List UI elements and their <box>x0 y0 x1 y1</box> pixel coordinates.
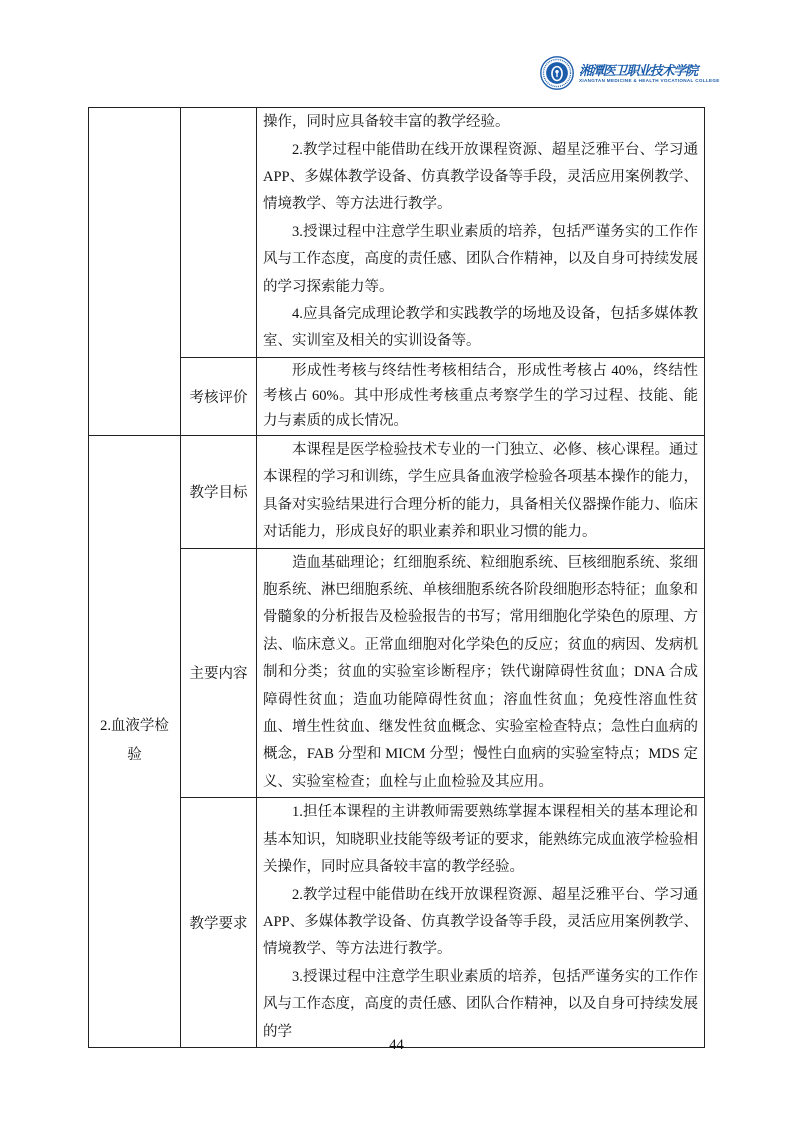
table-row <box>89 108 705 358</box>
college-name-english: XIANGTAN MEDICINE & HEALTH VOCATIONAL COLLEGE <box>579 77 720 83</box>
teaching-requirements-label-cell: 教学要求 <box>181 798 257 1048</box>
teaching-objectives-content-cell <box>257 436 705 549</box>
table-row <box>89 358 705 436</box>
paragraph: 3.授课过程中注意学生职业素质的培养，包括严谨务实的工作作风与工作态度，高度的责任感、团队合作精神，以及自身可持续发展的学 <box>263 968 698 1040</box>
table-row <box>89 798 705 1048</box>
assessment-evaluation-content-cell <box>257 358 705 436</box>
college-emblem-icon <box>540 56 574 90</box>
table-row <box>89 436 705 549</box>
course-label-cell-empty <box>89 108 181 436</box>
paragraph: 2.教学过程中能借助在线开放课程资源、超星泛雅平台、学习通APP、多媒体教学设备、仿真教学设备等手段，灵活应用案例教学、情境教学、等方法进行教学。 <box>263 141 698 213</box>
college-logo <box>540 56 720 90</box>
paragraph: 4.应具备完成理论教学和实践教学的场地及设备，包括多媒体教室、实训室及相关的实训设备等。 <box>263 306 698 350</box>
table-row <box>89 548 705 798</box>
teaching-requirements-continued-cell <box>257 108 705 358</box>
paragraph: 操作，同时应具备较丰富的教学经验。 <box>263 114 510 131</box>
course-label-cell-hematology: 2.血液学检验 <box>89 436 181 1048</box>
paragraph: 形成性考核与终结性考核相结合，形成性考核占 40%，终结性考核占 60%。其中形成性考核重点考察学生的学习过程、技能、能力与素质的成长情况。 <box>263 363 698 429</box>
paragraph: 造血基础理论；红细胞系统、粒细胞系统、巨核细胞系统、浆细胞系统、淋巴细胞系统、单核细胞系统各阶段细胞形态特征；血象和骨髓象的分析报告及检验报告的书写；常用细胞化学染色的原理、方法、临床意义。正常血细胞对化学染色的反应；贫血的病因、发病机制和分类；贫血的实验室诊断程序；铁代谢障碍性贫血；DNA 合成障碍性贫血；造血功能障碍性贫血；溶血性贫血；免疫性溶血性贫血、增生性贫血、继发性贫血概念、实验室检查特点；急性白血病的概念，FAB 分型和 MICM 分型；慢性白血病的实验室特点；MDS 定义、实验室检查；血栓与止血检验及其应用。 <box>263 554 698 790</box>
main-content-content-cell <box>257 548 705 798</box>
assessment-evaluation-label-cell: 考核评价 <box>181 358 257 436</box>
page-number: 44 <box>389 1037 404 1053</box>
course-syllabus-table <box>88 107 705 1048</box>
row-label-cell-empty <box>181 108 257 358</box>
college-name <box>579 63 720 84</box>
main-content-label-cell: 主要内容 <box>181 548 257 798</box>
teaching-requirements-content-cell <box>257 798 705 1048</box>
teaching-objectives-label-cell: 教学目标 <box>181 436 257 549</box>
paragraph: 3.授课过程中注意学生职业素质的培养，包括严谨务实的工作作风与工作态度，高度的责任感、团队合作精神，以及自身可持续发展的学习探索能力等。 <box>263 223 698 295</box>
paragraph: 2.教学过程中能借助在线开放课程资源、超星泛雅平台、学习通APP、多媒体教学设备、仿真教学设备等手段，灵活应用案例教学、情境教学、等方法进行教学。 <box>263 886 698 958</box>
paragraph: 1.担任本课程的主讲教师需要熟练掌握本课程相关的基本理论和基本知识，知晓职业技能等级考证的要求，能熟练完成血液学检验相关操作，同时应具备较丰富的教学经验。 <box>263 804 698 876</box>
college-name-chinese: 湘潭医卫职业技术学院 <box>579 62 698 78</box>
paragraph: 本课程是医学检验技术专业的一门独立、必修、核心课程。通过本课程的学习和训练，学生应具备血液学检验各项基本操作的能力，具备对实验结果进行合理分析的能力，具备相关仪器操作能力、临床对话能力，形成良好的职业素养和职业习惯的能力。 <box>263 442 698 541</box>
